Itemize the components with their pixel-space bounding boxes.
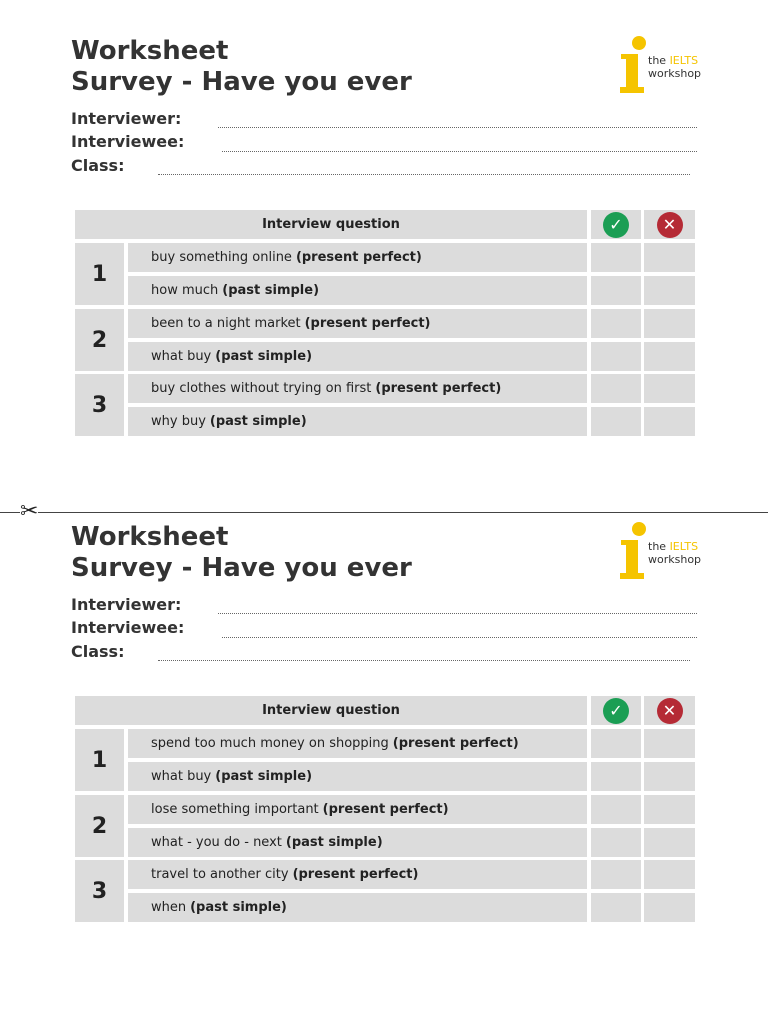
table-header-question: Interview question [75, 210, 587, 239]
answer-no-cell[interactable] [644, 795, 695, 824]
answer-yes-cell[interactable] [591, 828, 641, 857]
worksheet-subtitle: Survey - Have you ever [71, 553, 412, 583]
answer-yes-cell[interactable] [591, 893, 641, 922]
check-icon: ✓ [603, 698, 629, 724]
answer-no-cell[interactable] [644, 309, 695, 338]
answer-yes-cell[interactable] [591, 243, 641, 272]
question-row: what buy (past simple) [128, 762, 587, 791]
class-label: Class: [71, 156, 125, 175]
ielts-workshop-logo [618, 34, 704, 96]
interviewee-label: Interviewee: [71, 618, 185, 637]
interviewer-line[interactable] [218, 613, 697, 614]
class-label: Class: [71, 642, 125, 661]
question-number: 1 [75, 243, 124, 305]
question-number: 2 [75, 309, 124, 371]
answer-no-cell[interactable] [644, 860, 695, 889]
answer-yes-cell[interactable] [591, 795, 641, 824]
table-header-no [644, 210, 695, 239]
answer-yes-cell[interactable] [591, 342, 641, 371]
worksheet-subtitle: Survey - Have you ever [71, 67, 412, 97]
answer-no-cell[interactable] [644, 729, 695, 758]
answer-yes-cell[interactable] [591, 374, 641, 403]
answer-no-cell[interactable] [644, 407, 695, 436]
question-row: how much (past simple) [128, 276, 587, 305]
question-row: why buy (past simple) [128, 407, 587, 436]
question-row: buy clothes without trying on first (present perfect) [128, 374, 587, 403]
answer-no-cell[interactable] [644, 893, 695, 922]
answer-no-cell[interactable] [644, 374, 695, 403]
worksheet-title: Worksheet [71, 522, 229, 552]
answer-yes-cell[interactable] [591, 762, 641, 791]
answer-yes-cell[interactable] [591, 729, 641, 758]
answer-no-cell[interactable] [644, 342, 695, 371]
ielts-workshop-logo [618, 520, 704, 582]
cross-icon: ✕ [657, 698, 683, 724]
table-header-question: Interview question [75, 696, 587, 725]
question-number: 3 [75, 860, 124, 922]
interviewer-line[interactable] [218, 127, 697, 128]
answer-no-cell[interactable] [644, 828, 695, 857]
question-row: spend too much money on shopping (present perfect) [128, 729, 587, 758]
answer-no-cell[interactable] [644, 243, 695, 272]
question-number: 1 [75, 729, 124, 791]
interviewee-line[interactable] [222, 151, 697, 152]
answer-yes-cell[interactable] [591, 309, 641, 338]
logo-dot [632, 522, 646, 536]
check-icon: ✓ [603, 212, 629, 238]
table-header-yes [591, 210, 641, 239]
class-line[interactable] [158, 660, 690, 661]
worksheet-1 [0, 0, 768, 470]
table-header-yes [591, 696, 641, 725]
cross-icon: ✕ [657, 212, 683, 238]
worksheet-title: Worksheet [71, 36, 229, 66]
question-row: when (past simple) [128, 893, 587, 922]
interviewee-label: Interviewee: [71, 132, 185, 151]
interviewee-line[interactable] [222, 637, 697, 638]
answer-yes-cell[interactable] [591, 407, 641, 436]
question-row: what buy (past simple) [128, 342, 587, 371]
table-header-no [644, 696, 695, 725]
scissors-icon: ✂ [20, 499, 39, 524]
class-line[interactable] [158, 174, 690, 175]
question-row: travel to another city (present perfect) [128, 860, 587, 889]
worksheet-2 [0, 486, 768, 956]
interviewer-label: Interviewer: [71, 595, 182, 614]
question-row: what - you do - next (past simple) [128, 828, 587, 857]
logo-dot [632, 36, 646, 50]
question-row: lose something important (present perfect) [128, 795, 587, 824]
interviewer-label: Interviewer: [71, 109, 182, 128]
question-number: 2 [75, 795, 124, 857]
answer-yes-cell[interactable] [591, 276, 641, 305]
question-row: been to a night market (present perfect) [128, 309, 587, 338]
answer-no-cell[interactable] [644, 276, 695, 305]
question-number: 3 [75, 374, 124, 436]
answer-no-cell[interactable] [644, 762, 695, 791]
answer-yes-cell[interactable] [591, 860, 641, 889]
logo-text: the IELTS workshop [648, 54, 702, 80]
question-row: buy something online (present perfect) [128, 243, 587, 272]
logo-text: the IELTS workshop [648, 540, 702, 566]
